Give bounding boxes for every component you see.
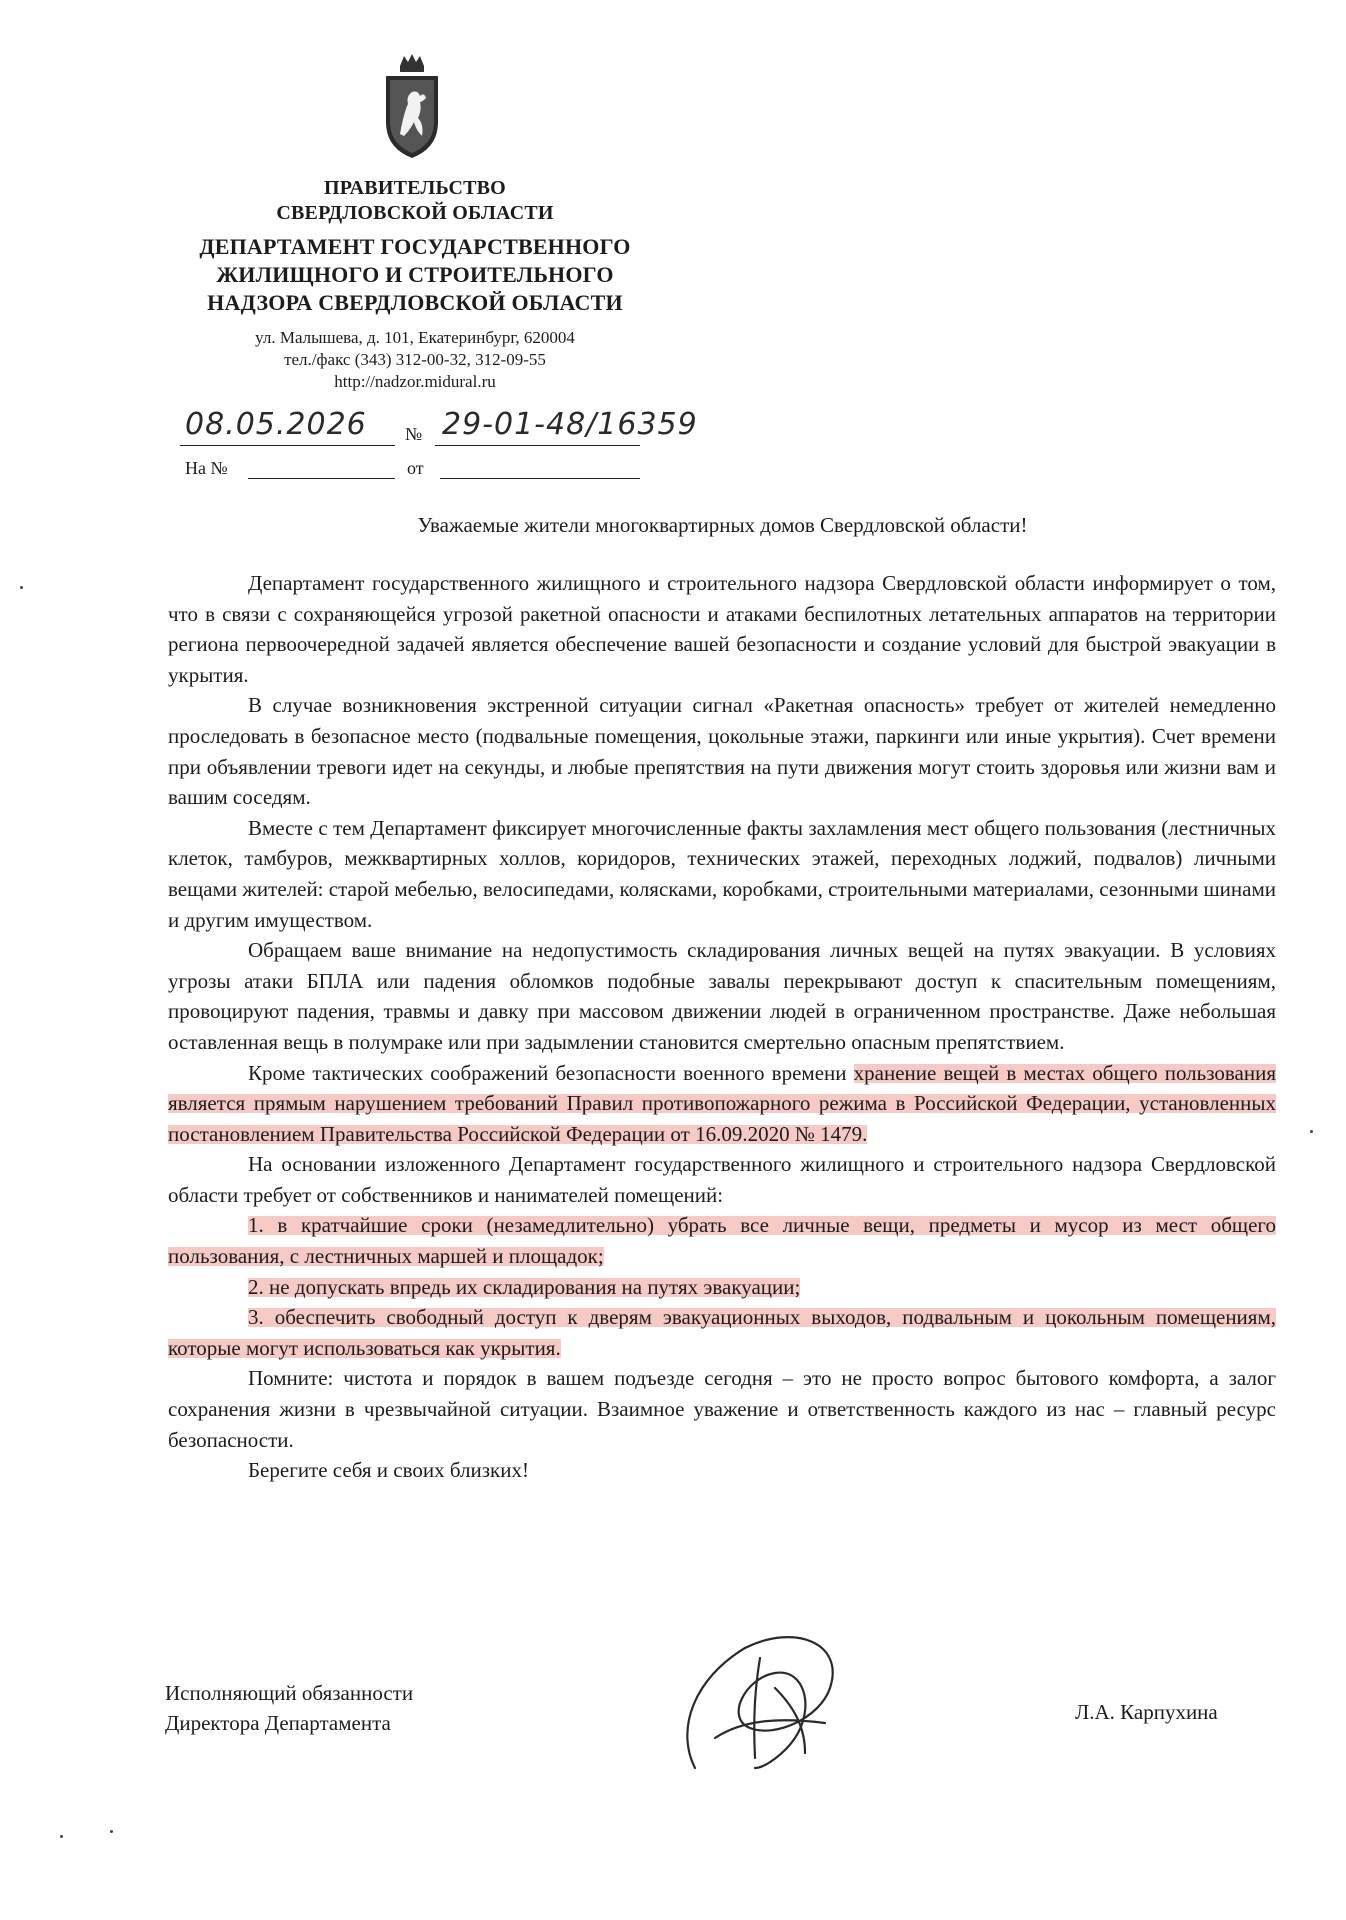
- paragraph-6: На основании изложенного Департамент государственного жилищного и строительного надзора Свердловской области требует от собственников и нанимателей помещений:: [168, 1152, 1276, 1207]
- paragraph-2: В случае возникновения экстренной ситуации сигнал «Ракетная опасность» требует от жителей немедленно проследовать в безопасное место (подвальные помещения, цокольные этажи, паркинги или иные укрытия). Счет времени при объявлении тревоги идет на секунды, и любые препятствия на пути движения могут стоить здоровья или жизни вам и вашим соседям.: [168, 693, 1276, 810]
- reply-from-label: от: [407, 458, 424, 478]
- government-title: [240, 176, 590, 226]
- department-line-2: ЖИЛИЩНОГО И СТРОИТЕЛЬНОГО: [216, 262, 614, 287]
- number-label: №: [405, 424, 423, 444]
- department-line-3: НАДЗОРА СВЕРДЛОВСКОЙ ОБЛАСТИ: [207, 290, 623, 315]
- reply-from-line: [440, 478, 640, 479]
- requirement-2-text: 2. не допускать впредь их складирования на путях эвакуации;: [248, 1274, 801, 1299]
- requirement-3-text: 3. обеспечить свободный доступ к дверям эвакуационных выходов, подвальным и цокольным помещениям, которые могут использоваться как укрытия.: [168, 1305, 1276, 1360]
- reply-number-label: На №: [185, 458, 228, 478]
- paragraph-5-text: Кроме тактических соображений безопасности военного времени: [248, 1060, 854, 1085]
- scan-speck: [60, 1835, 63, 1838]
- scan-speck: [110, 1830, 113, 1833]
- government-line-1: ПРАВИТЕЛЬСТВО: [324, 177, 506, 199]
- paragraph-8: Берегите себя и своих близких!: [248, 1458, 529, 1483]
- date-underline: [180, 445, 395, 446]
- reply-number-line: [248, 478, 395, 479]
- website: http://nadzor.midural.ru: [334, 372, 496, 391]
- requirement-1-text: 1. в кратчайшие сроки (незамедлительно) убрать все личные вещи, предметы и мусор из мест общего пользования, с лестничных маршей и площадок;: [168, 1213, 1276, 1269]
- scan-speck: [1310, 1130, 1313, 1133]
- phone: тел./факс (343) 312-00-32, 312-09-55: [284, 350, 546, 369]
- salutation: Уважаемые жители многоквартирных домов Свердловской области!: [417, 513, 1028, 537]
- paragraph-3: Вместе с тем Департамент фиксирует многочисленные факты захламления мест общего пользования (лестничных клеток, тамбуров, межквартирных холлов, коридоров, технических этажей, переходных лоджий, подвалов) личными вещами жителей: старой мебелью, велосипедами, колясками, коробками, строительными материалами, сезонными шинами и другим имуществом.: [168, 815, 1276, 932]
- position-line-2: Директора Департамента: [165, 1711, 391, 1735]
- handwritten-signature: [655, 1618, 875, 1778]
- requirement-3: [168, 1302, 1276, 1363]
- paragraph-5: [168, 1058, 1276, 1150]
- requirement-1: [168, 1210, 1276, 1271]
- paragraph-4: Обращаем ваше внимание на недопустимость складирования личных вещей на путях эвакуации. В условиях угрозы атаки БПЛА или падения обломков подобные завалы перекрывают доступ к спасительным помещениям, провоцируют падения, травмы и давку при массовом движении людей в ограниченном пространстве. Даже небольшая оставленная вещь в полумраке или при задымлении становится смертельно опасным препятствием.: [168, 938, 1276, 1054]
- paragraph-7: Помните: чистота и порядок в вашем подъезде сегодня – это не просто вопрос бытового комфорта, а залог сохранения жизни в чрезвычайной ситуации. Взаимное уважение и ответственность каждого из нас – главный ресурс безопасности.: [168, 1366, 1276, 1452]
- signatory-position: [165, 1678, 413, 1738]
- signatory-name: Л.А. Карпухина: [1075, 1700, 1218, 1724]
- registration-date: 08.05.2026: [185, 407, 367, 442]
- requirement-2: [168, 1272, 1276, 1303]
- department-title: [165, 233, 665, 317]
- coat-of-arms-icon: [378, 52, 446, 162]
- address: ул. Малышева, д. 101, Екатеринбург, 620004: [255, 328, 575, 347]
- department-line-1: ДЕПАРТАМЕНТ ГОСУДАРСТВЕННОГО: [199, 234, 631, 259]
- government-line-2: СВЕРДЛОВСКОЙ ОБЛАСТИ: [276, 202, 554, 224]
- position-line-1: Исполняющий обязанности: [165, 1681, 414, 1705]
- highlighted-fire-rules: хранение вещей в местах общего пользования является прямым нарушением требований Правил противопожарного режима в Российской Федерации, установленных постановлением Правительства Российской Федерации от 16.09.2020 № 1479.: [168, 1060, 1276, 1146]
- paragraph-1: Департамент государственного жилищного и строительного надзора Свердловской области информирует о том, что в связи с сохраняющейся угрозой ракетной опасности и атаками беспилотных летательных аппаратов на территории региона первоочередной задачей является обеспечение вашей безопасности и создание условий для быстрой эвакуации в укрытия.: [168, 571, 1276, 687]
- scan-speck: [20, 586, 23, 589]
- number-underline: [435, 445, 640, 446]
- letter-body: [168, 568, 1276, 1486]
- department-contacts: [200, 327, 630, 393]
- registration-number: 29-01-48/16359: [442, 407, 698, 442]
